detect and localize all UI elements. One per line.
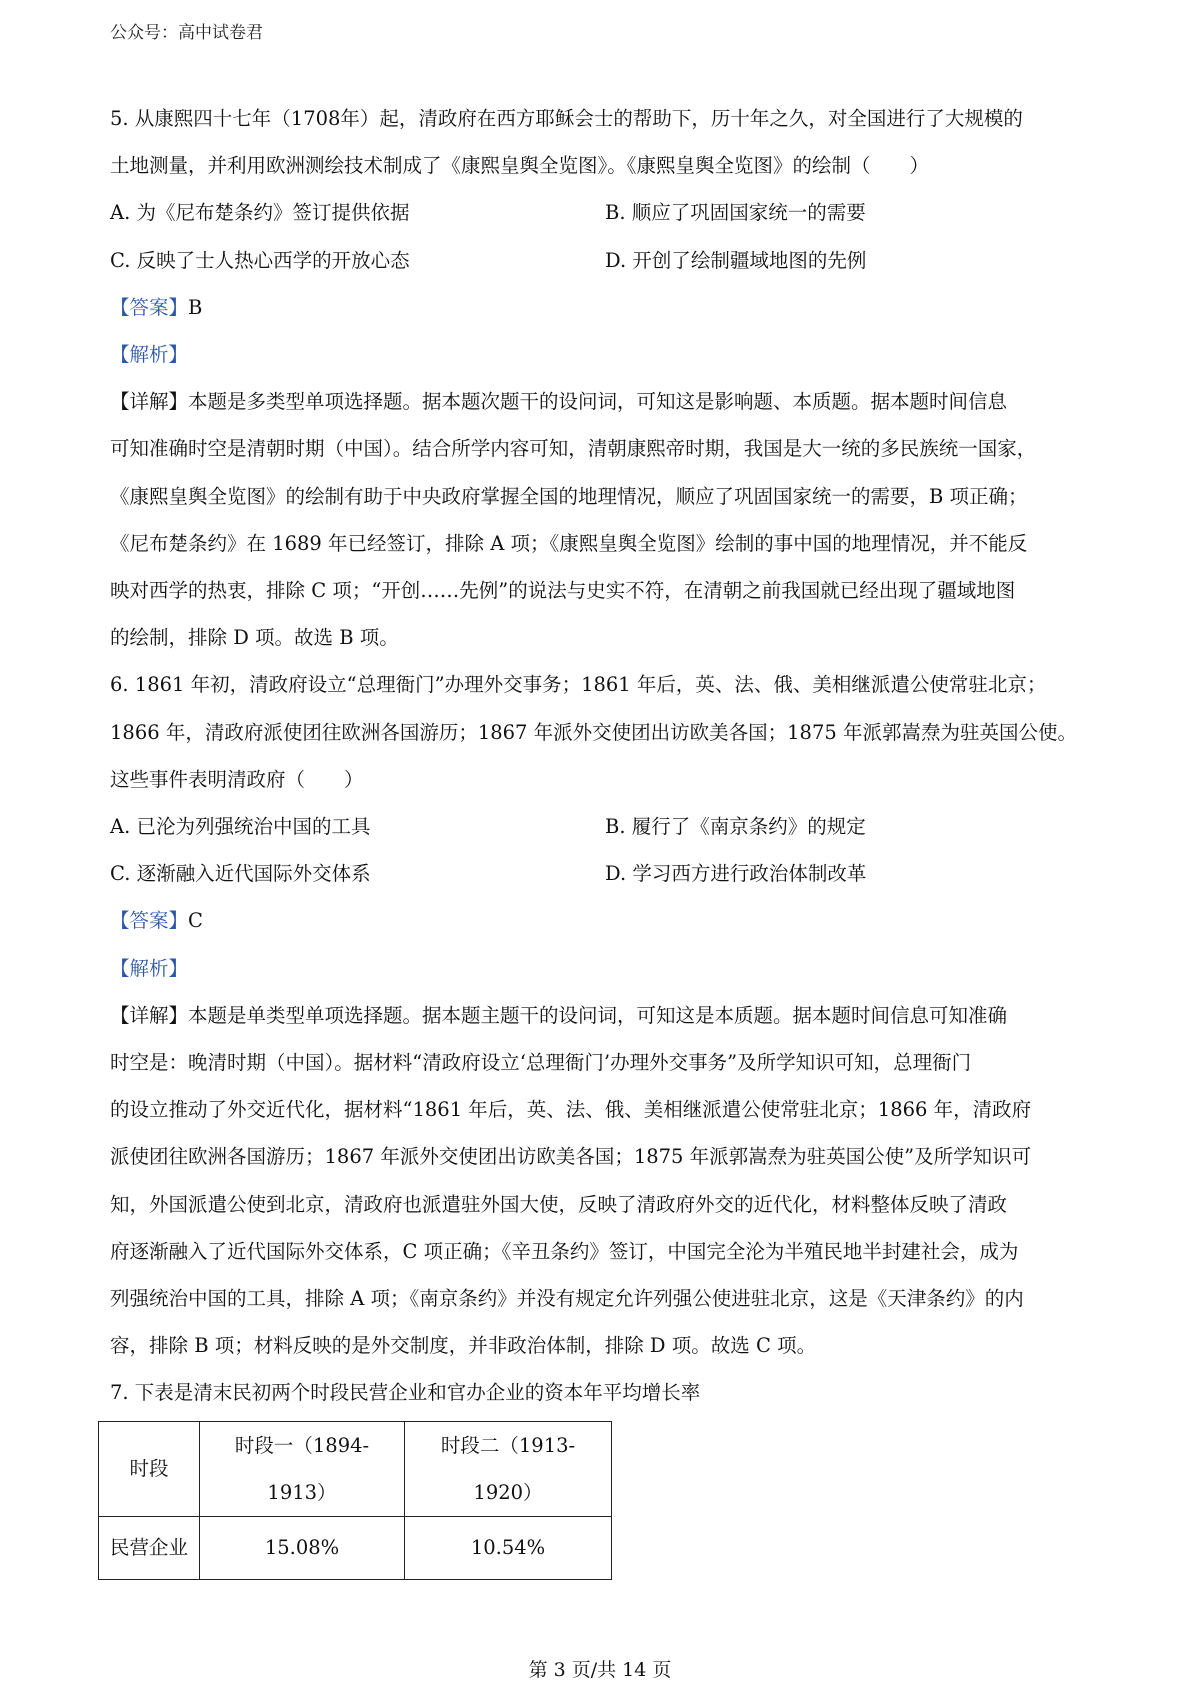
question-5 [110,95,1100,661]
question-6-options-row [110,850,1100,897]
analysis-line [110,945,1100,992]
answer-value: C [188,909,203,933]
detail-line: 知，外国派遣公使到北京，清政府也派遣驻外国大使，反映了清政府外交的近代化，材料整体反映了清政 [110,1192,1008,1216]
question-5-options-row [110,237,1100,284]
analysis-tag: 【解析】 [110,343,189,367]
data-table [98,1421,612,1580]
table-cell: 10.54% [405,1517,612,1580]
question-6-stem-line: 1866 年，清政府派使团往欧洲各国游历；1867 年派外交使团出访欧美各国；1875 年派郭嵩焘为驻英国公使。 [110,720,1077,744]
option-b: B. 履行了《南京条约》的规定 [605,815,866,839]
option-a: A. 为《尼布楚条约》签订提供依据 [110,201,410,225]
table-header-cell: 时段一（1894-1913） [200,1421,405,1516]
detail-line: 列强统治中国的工具，排除 A 项；《南京条约》并没有规定允许列强公使进驻北京，这是《天津条约》的内 [110,1287,1024,1311]
detail-line: 容，排除 B 项；材料反映的是外交制度，并非政治体制，排除 D 项。故选 C 项。 [110,1334,817,1358]
table-header-row [99,1421,612,1516]
detail-tag: 【详解】 [110,1003,189,1027]
detail-line: 派使团往欧洲各国游历；1867 年派外交使团出访欧美各国；1875 年派郭嵩焘为驻英国公使”及所学知识可 [110,1145,1032,1169]
detail-line: 可知准确时空是清朝时期（中国）。结合所学内容可知，清朝康熙帝时期，我国是大一统的多民族统一国家， [110,437,1037,461]
table-row [99,1517,612,1580]
detail-tag: 【详解】 [110,390,189,414]
option-a: A. 已沦为列强统治中国的工具 [110,815,371,839]
analysis-tag: 【解析】 [110,956,189,980]
table-header-cell: 时段 [99,1421,200,1516]
detail-line: 映对西学的热衷，排除 C 项；“开创……先例”的说法与史实不符，在清朝之前我国就已经出现了疆域地图 [110,579,1016,603]
question-6 [110,661,1100,1369]
question-7 [110,1369,1100,1580]
detail-line: 《尼布楚条约》在 1689 年已经签订，排除 A 项；《康熙皇舆全览图》绘制的事中国的地理情况，并不能反 [110,531,1028,555]
detail-line [110,378,1100,425]
answer-line [110,897,1100,944]
option-b: B. 顺应了巩固国家统一的需要 [605,201,866,225]
option-d: D. 学习西方进行政治体制改革 [605,862,867,886]
table-cell: 15.08% [200,1517,405,1580]
question-6-stem-line: 这些事件表明清政府（ ） [110,767,364,791]
question-5-options-row [110,189,1100,236]
option-c: C. 逐渐融入近代国际外交体系 [110,862,371,886]
page-number: 第 3 页/共 14 页 [528,1659,672,1681]
detail-line: 府逐渐融入了近代国际外交体系，C 项正确；《辛丑条约》签订，中国完全沦为半殖民地半封建社会，成为 [110,1239,1019,1263]
detail-text: 本题是多类型单项选择题。据本题次题干的设问词，可知这是影响题、本质题。据本题时间信息 [188,390,1008,414]
question-6-stem-line: 6. 1861 年初，清政府设立“总理衙门”办理外交事务；1861 年后，英、法、俄、美相继派遣公使常驻北京； [110,673,1047,697]
document-body [110,95,1100,1580]
question-5-stem-line: 5. 从康熙四十七年（1708年）起，清政府在西方耶稣会士的帮助下，历十年之久，对全国进行了大规模的 [110,107,1023,130]
answer-tag: 【答案】 [110,909,189,933]
answer-value: B [188,295,203,319]
question-5-stem-line: 土地测量，并利用欧洲测绘技术制成了《康熙皇舆全览图》。《康熙皇舆全览图》的绘制（ ） [110,154,930,178]
answer-line [110,284,1100,331]
table-header-cell: 时段二（1913-1920） [405,1421,612,1516]
detail-line: 《康熙皇舆全览图》的绘制有助于中央政府掌握全国的地理情况，顺应了巩固国家统一的需要，B 项正确； [110,484,1028,508]
answer-tag: 【答案】 [110,295,189,319]
detail-line: 的绘制，排除 D 项。故选 B 项。 [110,626,399,650]
table-cell: 民营企业 [99,1517,200,1580]
analysis-line [110,331,1100,378]
question-7-stem: 7. 下表是清末民初两个时段民营企业和官办企业的资本年平均增长率 [110,1381,701,1405]
detail-line: 时空是：晚清时期（中国）。据材料“清政府设立‘总理衙门’办理外交事务”及所学知识可知，总理衙门 [110,1051,972,1075]
question-6-options-row [110,803,1100,850]
page-header: 公众号：高中试卷君 [110,23,263,43]
detail-text: 本题是单类型单项选择题。据本题主题干的设问词，可知这是本质题。据本题时间信息可知准确 [188,1003,1008,1027]
option-d: D. 开创了绘制疆域地图的先例 [605,248,867,272]
detail-line: 的设立推动了外交近代化，据材料“1861 年后，英、法、俄、美相继派遣公使常驻北京；1866 年，清政府 [110,1098,1032,1122]
option-c: C. 反映了士人热心西学的开放心态 [110,248,410,272]
detail-line [110,992,1100,1039]
